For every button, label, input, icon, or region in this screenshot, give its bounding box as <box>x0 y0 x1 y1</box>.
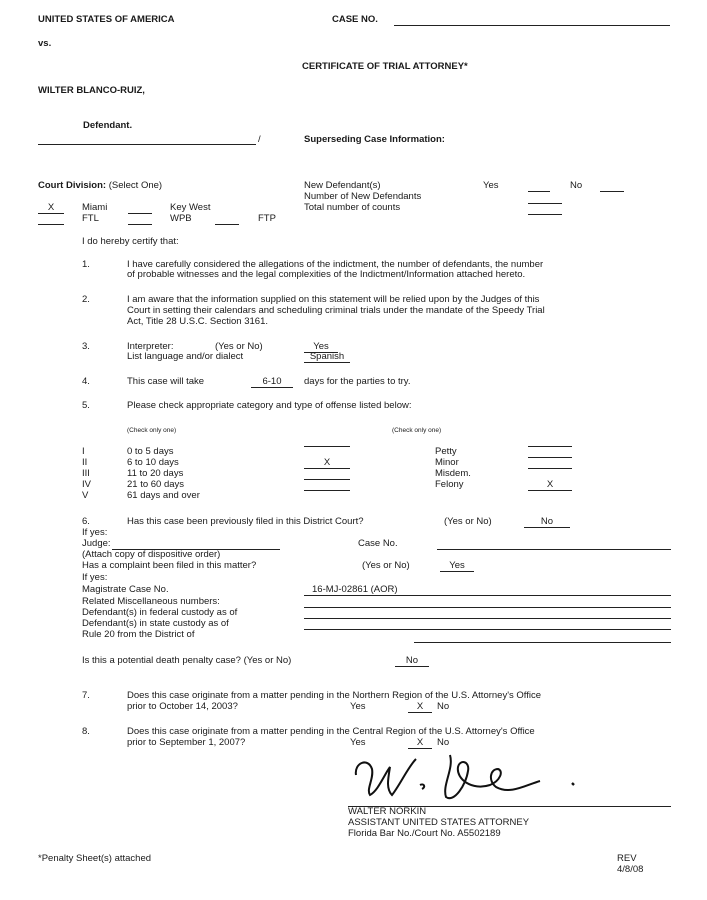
related-misc-line[interactable] <box>304 607 671 608</box>
number-new-defendants-label: Number of New Defendants <box>304 191 422 202</box>
death-penalty-question: Is this a potential death penalty case? (Yes or No) <box>82 655 292 666</box>
revision-label: REV <box>617 853 637 864</box>
attorney-title: ASSISTANT UNITED STATES ATTORNEY <box>348 817 530 828</box>
state-custody-line[interactable] <box>304 629 671 630</box>
offense-checkbox[interactable] <box>528 457 572 458</box>
item8-number: 8. <box>82 726 90 737</box>
category-row <box>82 490 382 501</box>
category-label: 61 days and over <box>127 490 200 501</box>
offense-label: Petty <box>435 446 457 457</box>
complaint-yesno: (Yes or No) <box>362 560 410 571</box>
language-label: List language and/or dialect <box>127 351 244 362</box>
item1-line2: of probable witnesses and the legal complexities of the Indictment/Information attached hereto. <box>127 269 526 280</box>
related-misc-label: Related Miscellaneous numbers: <box>82 596 220 607</box>
offense-row <box>435 457 585 468</box>
complaint-answer[interactable]: Yes <box>440 560 474 572</box>
key-west-checkbox[interactable] <box>128 213 152 214</box>
category-list <box>82 446 382 501</box>
category-checkbox[interactable] <box>304 446 350 447</box>
case-no-label: CASE NO. <box>332 14 378 25</box>
state-custody-label: Defendant(s) in state custody as of <box>82 618 229 629</box>
category-row <box>82 479 382 490</box>
death-penalty-answer[interactable]: No <box>395 655 429 667</box>
item7-number: 7. <box>82 690 90 701</box>
case-no-sublabel: Case No. <box>358 538 398 549</box>
item7-line1: Does this case originate from a matter pending in the Northern Region of the U.S. Attorney's Office <box>127 690 542 701</box>
defendant-label: Defendant. <box>83 120 133 131</box>
item2-number: 2. <box>82 294 90 305</box>
check-only-one-offense: (Check only one) <box>392 427 442 434</box>
miami-label: Miami <box>82 202 108 213</box>
penalty-sheet-note: *Penalty Sheet(s) attached <box>38 853 152 864</box>
case-no-line <box>394 25 670 26</box>
offense-row <box>435 479 585 490</box>
previously-filed-question: Has this case been previously filed in this District Court? <box>127 516 364 527</box>
category-roman: III <box>82 468 90 479</box>
federal-custody-label: Defendant(s) in federal custody as of <box>82 607 238 618</box>
case-duration-pre: This case will take <box>127 376 205 387</box>
interpreter-yesno: (Yes or No) <box>215 341 263 352</box>
category-checkbox[interactable] <box>304 468 350 469</box>
item8-line2: prior to September 1, 2007? <box>127 737 246 748</box>
wpb-label: WPB <box>170 213 192 224</box>
item2-line3: Act, Title 28 U.S.C. Section 3161. <box>127 316 268 327</box>
number-new-defendants-line[interactable] <box>528 203 562 204</box>
offense-label: Felony <box>435 479 464 490</box>
magistrate-label: Magistrate Case No. <box>82 584 169 595</box>
if-yes-label: If yes: <box>82 527 108 538</box>
interpreter-answer[interactable]: Yes <box>304 341 338 353</box>
category-instruction: Please check appropriate category and type of offense listed below: <box>127 400 412 411</box>
judge-label: Judge: <box>82 538 111 549</box>
defendant-name: WILTER BLANCO-RUIZ, <box>38 85 145 96</box>
offense-row <box>435 468 585 479</box>
page-title: CERTIFICATE OF TRIAL ATTORNEY* <box>302 61 468 72</box>
item8-yes: Yes <box>350 737 366 748</box>
magistrate-case-no[interactable]: 16-MJ-02861 (AOR) <box>304 584 671 596</box>
ftp-checkbox[interactable] <box>215 224 239 225</box>
attach-order-note: (Attach copy of dispositive order) <box>82 549 221 560</box>
item8-no: No <box>437 737 450 748</box>
check-only-one-category: (Check only one) <box>127 427 177 434</box>
slash-mark: / <box>258 134 261 145</box>
item5-number: 5. <box>82 400 90 411</box>
item1-number: 1. <box>82 259 90 270</box>
item7-no: No <box>437 701 450 712</box>
previously-filed-answer[interactable]: No <box>524 516 570 528</box>
category-checkbox[interactable] <box>304 490 350 491</box>
category-label: 21 to 60 days <box>127 479 185 490</box>
offense-checkbox[interactable] <box>528 468 572 469</box>
total-counts-line[interactable] <box>528 214 562 215</box>
offense-checkbox[interactable]: X <box>528 479 572 491</box>
category-checkbox[interactable]: X <box>304 457 350 469</box>
category-roman: I <box>82 446 85 457</box>
language-answer[interactable]: Spanish <box>304 351 350 363</box>
category-label: 6 to 10 days <box>127 457 179 468</box>
category-roman: II <box>82 457 88 468</box>
miami-checkbox[interactable]: X <box>38 202 64 214</box>
revision-date: 4/8/08 <box>617 864 644 875</box>
new-defendants-no: No <box>570 180 583 191</box>
category-row <box>82 468 382 479</box>
category-label: 11 to 20 days <box>127 468 184 479</box>
interpreter-label: Interpreter: <box>127 341 174 352</box>
category-row <box>82 446 382 457</box>
wpb-checkbox-line[interactable] <box>128 224 152 225</box>
offense-label: Minor <box>435 457 459 468</box>
rule20-label: Rule 20 from the District of <box>82 629 195 640</box>
superseding-label: Superseding Case Information: <box>304 134 445 145</box>
court-division-bold: Court Division: <box>38 180 107 191</box>
item4-number: 4. <box>82 376 90 387</box>
previously-filed-yesno: (Yes or No) <box>444 516 492 527</box>
item8-line1: Does this case originate from a matter pending in the Central Region of the U.S. Attorney's Office <box>127 726 535 737</box>
if-yes-label-2: If yes: <box>82 572 108 583</box>
complaint-question: Has a complaint been filed in this matter? <box>82 560 257 571</box>
category-roman: IV <box>82 479 91 490</box>
new-defendants-yes-line[interactable] <box>528 191 550 192</box>
offense-row <box>435 446 585 457</box>
offense-checkbox[interactable] <box>528 446 572 447</box>
item2-line1: I am aware that the information supplied on this statement will be relied upon by the Judges of this <box>127 294 540 305</box>
item2-line2: Court in setting their calendars and scheduling criminal trials under the mandate of the Speedy Trial <box>127 305 545 316</box>
case-duration-days[interactable]: 6-10 <box>251 376 293 388</box>
category-checkbox[interactable] <box>304 479 350 480</box>
key-west-label: Key West <box>170 202 211 213</box>
item7-mark[interactable]: X <box>408 701 432 713</box>
plaintiff-name: UNITED STATES OF AMERICA <box>38 14 175 25</box>
category-row <box>82 457 382 468</box>
item7-line2: prior to October 14, 2003? <box>127 701 238 712</box>
case-duration-post: days for the parties to try. <box>304 376 411 387</box>
ftl-checkbox[interactable] <box>38 224 64 225</box>
defendant-line <box>38 144 256 145</box>
new-defendants-no-line[interactable] <box>600 191 624 192</box>
item7-yes: Yes <box>350 701 366 712</box>
offense-list <box>435 446 585 490</box>
ftl-label: FTL <box>82 213 99 224</box>
new-defendants-yes: Yes <box>483 180 499 191</box>
new-defendants-label: New Defendant(s) <box>304 180 381 191</box>
item1-line1: I have carefully considered the allegations of the indictment, the number of defendants, the number <box>127 259 544 270</box>
item8-mark[interactable]: X <box>408 737 432 749</box>
attorney-name: WALTER NORKIN <box>348 806 427 817</box>
item3-number: 3. <box>82 341 90 352</box>
total-counts-label: Total number of counts <box>304 202 401 213</box>
attorney-bar-number: Florida Bar No./Court No. A5502189 <box>348 828 501 839</box>
rule20-line[interactable] <box>414 642 671 643</box>
versus-label: vs. <box>38 38 52 49</box>
court-division-label <box>38 180 162 191</box>
case-no-subline[interactable] <box>437 549 671 550</box>
category-roman: V <box>82 490 89 501</box>
court-division-select: (Select One) <box>108 180 163 191</box>
handwritten-signature <box>350 745 610 807</box>
certify-statement: I do hereby certify that: <box>82 236 179 247</box>
item6-number: 6. <box>82 516 90 527</box>
federal-custody-line[interactable] <box>304 618 671 619</box>
offense-label: Misdem. <box>435 468 471 479</box>
ftp-label: FTP <box>258 213 276 224</box>
category-label: 0 to 5 days <box>127 446 174 457</box>
